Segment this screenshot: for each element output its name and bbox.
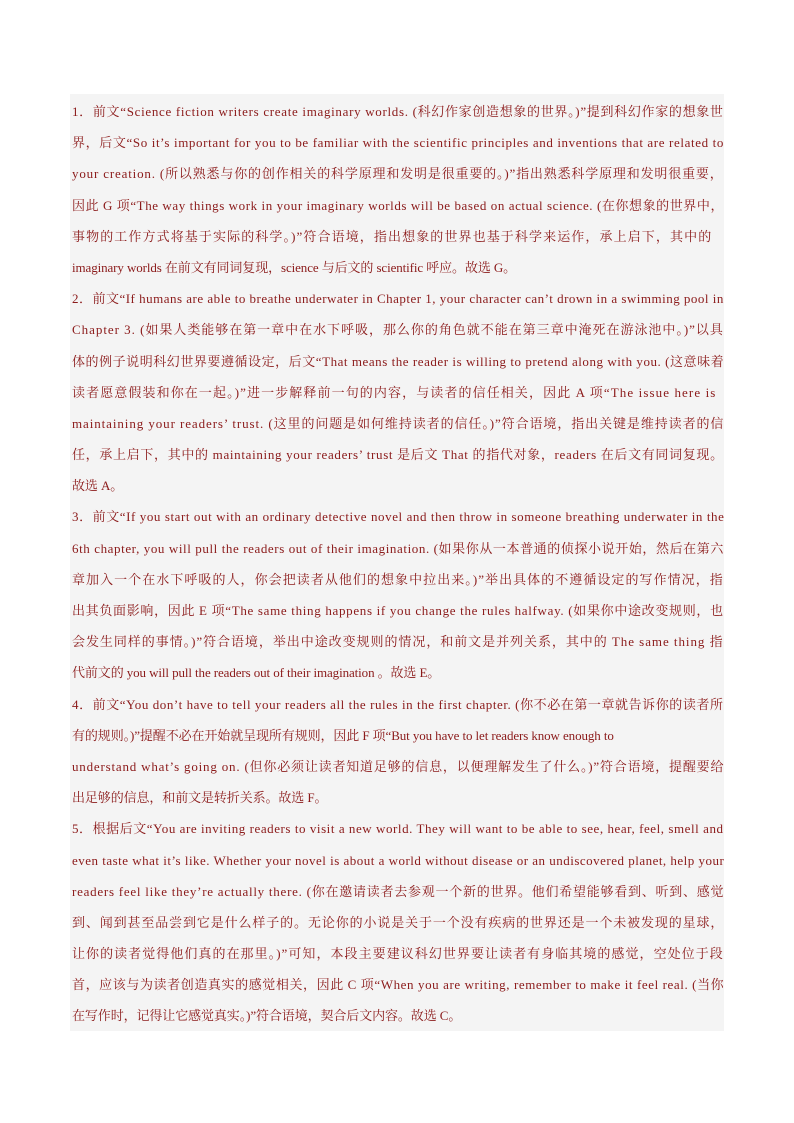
- paragraph-line: 首，应该与为读者创造真实的感觉相关，因此 C 项“When you are writing, remember to make it feel real. (当你: [72, 977, 724, 993]
- paragraph-line: 出足够的信息，和前文是转折关系。故选 F。: [72, 790, 328, 806]
- paragraph-line: 3．前文“If you start out with an ordinary detective novel and then throw in someone breathing underwater in the: [72, 509, 724, 525]
- paragraph-line: readers feel like they’re actually there. (你在邀请读者去参观一个新的世界。他们希望能够看到、听到、感觉: [72, 883, 724, 899]
- paragraph-line: maintaining your readers’ trust. (这里的问题是如何维持读者的信任。)”符合语境，指出关键是维持读者的信: [72, 415, 724, 431]
- paragraph-line: 界，后文“So it’s important for you to be familiar with the scientific principles and inventions that are related to: [72, 135, 724, 151]
- paragraph-line: 会发生同样的事情。)”符合语境，举出中途改变规则的情况，和前文是并列关系，其中的 The same thing 指: [72, 634, 724, 650]
- paragraph-line: imaginary worlds 在前文有同词复现，science 与后文的 scientific 呼应。故选 G。: [72, 259, 517, 275]
- paragraph-line: understand what’s going on. (但你必须让读者知道足够的信息，以便理解发生了什么。)”符合语境，提醒要给: [72, 758, 724, 774]
- paragraph-line: 2．前文“If humans are able to breathe underwater in Chapter 1, your character can’t drown in a swimming pool in: [72, 291, 724, 307]
- answer-explanations: [72, 96, 724, 1032]
- explanation-paragraph-3: [72, 501, 724, 688]
- paragraph-line: Chapter 3. (如果人类能够在第一章中在水下呼吸，那么你的角色就不能在第三章中淹死在游泳池中。)”以具: [72, 322, 724, 338]
- paragraph-line: 代前文的 you will pull the readers out of their imagination 。故选 E。: [72, 665, 441, 681]
- paragraph-line: 章加入一个在水下呼吸的人，你会把读者从他们的想象中拉出来。)”举出具体的不遵循设定的写作情况，指: [72, 571, 724, 587]
- paragraph-line: your creation. (所以熟悉与你的创作相关的科学原理和发明是很重要的。)”指出熟悉科学原理和发明很重要，: [72, 166, 724, 182]
- explanation-paragraph-4: [72, 689, 724, 814]
- explanation-paragraph-1: [72, 96, 724, 283]
- paragraph-line: 体的例子说明科幻世界要遵循设定，后文“That means the reader is willing to pretend along with you. (这意味着: [72, 353, 724, 369]
- explanation-paragraph-5: [72, 813, 724, 1031]
- paragraph-line: 4．前文“You don’t have to tell your readers all the rules in the first chapter. (你不必在第一章就告诉你的读者所: [72, 696, 724, 712]
- paragraph-line: 读者愿意假装和你在一起。)”进一步解释前一句的内容，与读者的信任相关，因此 A 项“The issue here is: [72, 384, 717, 400]
- paragraph-line: 任，承上启下，其中的 maintaining your readers’ trust 是后文 That 的指代对象，readers 在后文有同词复现。: [72, 447, 724, 463]
- paragraph-line: 出其负面影响，因此 E 项“The same thing happens if you change the rules halfway. (如果你中途改变规则，也: [72, 603, 724, 618]
- paragraph-line: 有的规则。)”提醒不必在开始就呈现所有规则，因此 F 项“But you have to let readers know enough to: [72, 727, 614, 743]
- paragraph-line: 5．根据后文“You are inviting readers to visit a new world. They will want to be able to see, hear, feel, smell and: [72, 821, 724, 837]
- paragraph-line: even taste what it’s like. Whether your novel is about a world without disease or an undiscovered planet, help your: [72, 852, 724, 868]
- paragraph-line: 到、闻到甚至品尝到它是什么样子的。无论你的小说是关于一个没有疾病的世界还是一个未被发现的星球，: [72, 914, 724, 930]
- paragraph-line: 让你的读者觉得他们真的在那里。)”可知，本段主要建议科幻世界要让读者有身临其境的感觉，空处位于段: [72, 946, 724, 962]
- paragraph-line: 6th chapter, you will pull the readers out of their imagination. (如果你从一本普通的侦探小说开始，然后在第六: [72, 540, 724, 556]
- explanation-paragraph-2: [72, 283, 724, 501]
- paragraph-line: 故选 A。: [72, 478, 124, 494]
- paragraph-line: 在写作时，记得让它感觉真实。)”符合语境，契合后文内容。故选 C。: [72, 1008, 462, 1024]
- paragraph-line: 因此 G 项“The way things work in your imaginary worlds will be based on actual science. (在你想象的世界中，: [72, 197, 724, 213]
- paragraph-line: 1．前文“Science fiction writers create imaginary worlds. (科幻作家创造想象的世界。)”提到科幻作家的想象世: [72, 104, 724, 119]
- paragraph-line: 事物的工作方式将基于实际的科学。)”符合语境，指出想象的世界也基于科学来运作，承上启下，其中的: [72, 228, 713, 244]
